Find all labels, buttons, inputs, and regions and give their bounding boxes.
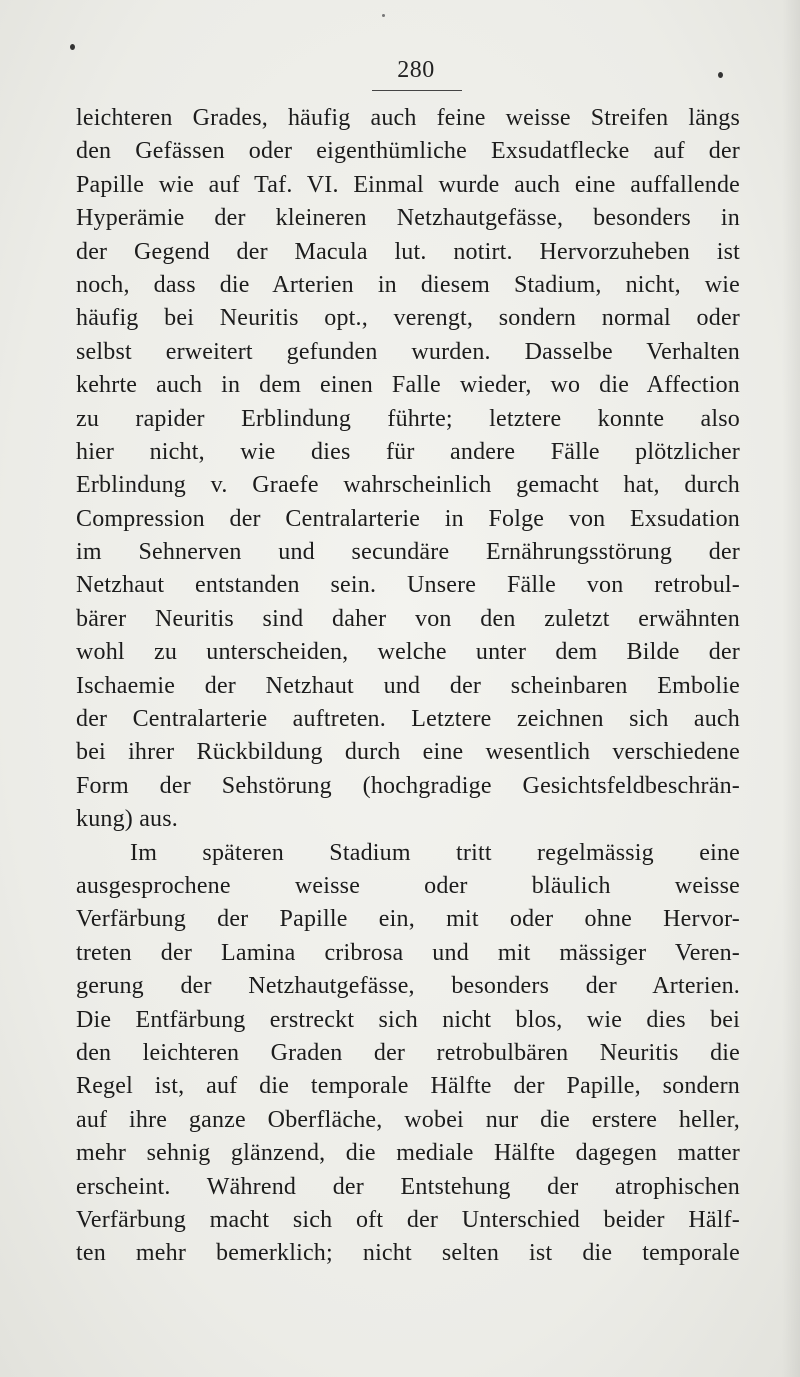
- text-line: der Centralarterie auftreten. Letztere zeichnen sich auch: [76, 706, 740, 733]
- text-line: Papille wie auf Taf. VI. Einmal wurde auch eine auffallende: [76, 171, 740, 198]
- body-text: [76, 102, 740, 1271]
- text-line: wohl zu unterscheiden, welche unter dem Bilde der: [76, 639, 740, 666]
- text-line: den leichteren Graden der retrobulbären Neuritis die: [76, 1039, 740, 1066]
- page-number: 280: [397, 57, 435, 83]
- text-line: den Gefässen oder eigenthümliche Exsudatflecke auf der: [76, 138, 740, 165]
- text-line: gerung der Netzhautgefässe, besonders der Arterien.: [76, 973, 740, 1000]
- text-line: Regel ist, auf die temporale Hälfte der Papille, sondern: [76, 1073, 740, 1100]
- text-line: leichteren Grades, häufig auch feine weisse Streifen längs: [76, 105, 740, 131]
- text-line: ausgesprochene weisse oder bläulich weisse: [76, 872, 740, 899]
- text-line: Die Entfärbung erstreckt sich nicht blos, wie dies bei: [76, 1006, 740, 1033]
- page-edge-shadow: [782, 0, 800, 1377]
- text-line: bärer Neuritis sind daher von den zuletzt erwähnten: [76, 605, 740, 632]
- text-line: zu rapider Erblindung führte; letztere konnte also: [76, 405, 740, 432]
- text-line: Verfärbung macht sich oft der Unterschied beider Hälf-: [76, 1206, 740, 1233]
- text-line: Hyperämie der kleineren Netzhautgefässe, besonders in: [76, 205, 740, 232]
- ink-speck: [70, 44, 75, 50]
- text-line: Erblindung v. Graefe wahrscheinlich gemacht hat, durch: [76, 472, 740, 499]
- text-line: ten mehr bemerklich; nicht selten ist die temporale: [76, 1240, 740, 1267]
- ink-speck: [718, 72, 723, 78]
- text-line: Form der Sehstörung (hochgradige Gesichtsfeldbeschrän-: [76, 772, 740, 799]
- text-line: hier nicht, wie dies für andere Fälle plötzlicher: [76, 438, 740, 465]
- text-line: häufig bei Neuritis opt., verengt, sondern normal oder: [76, 305, 740, 332]
- text-line: noch, dass die Arterien in diesem Stadium, nicht, wie: [76, 271, 740, 298]
- text-line: bei ihrer Rückbildung durch eine wesentlich verschiedene: [76, 739, 740, 766]
- text-line: der Gegend der Macula lut. notirt. Hervorzuheben ist: [76, 238, 740, 265]
- text-line: Ischaemie der Netzhaut und der scheinbaren Embolie: [76, 672, 740, 699]
- text-line: kehrte auch in dem einen Falle wieder, wo die Affection: [76, 372, 740, 399]
- text-line: kung) aus.: [76, 806, 178, 833]
- text-line: Im späteren Stadium tritt regelmässig eine: [130, 839, 740, 866]
- text-line: treten der Lamina cribrosa und mit mässiger Veren-: [76, 939, 740, 966]
- text-line: Verfärbung der Papille ein, mit oder ohne Hervor-: [76, 906, 740, 933]
- text-line: Compression der Centralarterie in Folge von Exsudation: [76, 505, 740, 532]
- ink-speck: [382, 14, 385, 17]
- text-line: selbst erweitert gefunden wurden. Dasselbe Verhalten: [76, 338, 740, 365]
- text-line: Netzhaut entstanden sein. Unsere Fälle von retrobul-: [76, 572, 740, 599]
- text-line: auf ihre ganze Oberfläche, wobei nur die erstere heller,: [76, 1106, 740, 1133]
- page-number-rule: [372, 90, 462, 91]
- text-line: mehr sehnig glänzend, die mediale Hälfte dagegen matter: [76, 1140, 740, 1167]
- text-line: im Sehnerven und secundäre Ernährungsstörung der: [76, 539, 740, 566]
- text-line: erscheint. Während der Entstehung der atrophischen: [76, 1173, 740, 1200]
